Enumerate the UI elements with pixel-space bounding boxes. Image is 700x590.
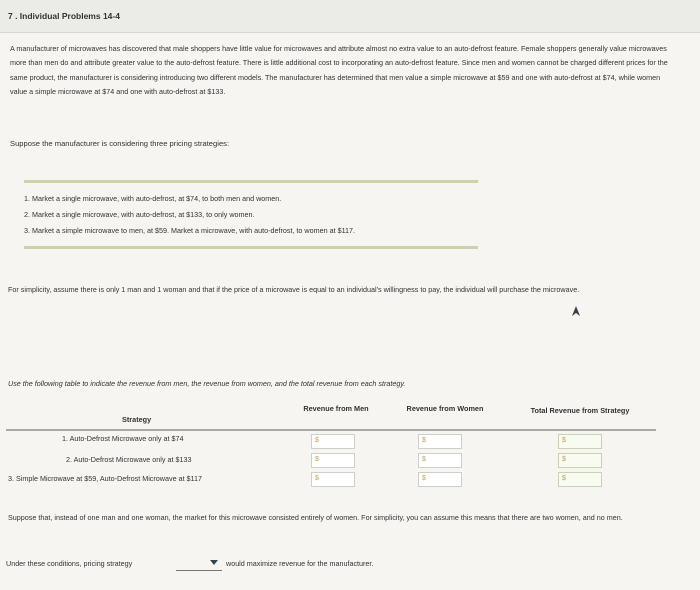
revenue-men-input-1[interactable] [311, 434, 355, 449]
currency-symbol: $ [422, 456, 426, 463]
intro-paragraph: A manufacturer of microwaves has discovered that male shoppers have little value for microwaves and attribute almost no extra value to an auto-defrost feature. Female shoppers generally value microwaves more than men do and attribute greater value to the auto-defrost feature. There is little additional cost to incorporating an auto-defrost feature. Since men and women cannot be charged different prices for the same product, the manufacturer is considering introducing two different models. The manufacturer has determined that men value a simple microwave at $59 and one with auto-defrost at $74, while women value a simple microwave at $74 and one with auto-defrost at $133. [10, 44, 668, 96]
currency-symbol: $ [315, 437, 319, 444]
conclusion-prefix: Under these conditions, pricing strategy [6, 559, 133, 568]
strategy-item-3: 3. Market a simple microwave to men, at $59. Market a microwave, with auto-defrost, to women at $117. [24, 226, 356, 235]
simplicity-paragraph: For simplicity, assume there is only 1 man and 1 woman and that if the price of a microwave is equal to an individual's willingness to pay, the individual will purchase the microwave. [8, 285, 580, 294]
strategy-select[interactable] [176, 557, 222, 571]
market-change-paragraph: Suppose that, instead of one man and one woman, the market for this microwave consisted entirely of women. For simplicity, you can assume this means that there are two women, and no men. [8, 513, 623, 522]
revenue-women-input-3[interactable] [418, 472, 462, 487]
total-revenue-input-1[interactable] [558, 434, 602, 449]
column-header-women: Revenue from Women [406, 404, 484, 413]
revenue-women-input-1[interactable] [418, 434, 462, 449]
currency-symbol: $ [422, 475, 426, 482]
table-divider [6, 429, 656, 431]
row-label-strategy-2: 2. Auto-Defrost Microwave only at $133 [66, 455, 192, 464]
strategy-list [18, 180, 481, 250]
row-label-strategy-1: 1. Auto-Defrost Microwave only at $74 [62, 434, 184, 443]
problem-header [0, 0, 700, 33]
currency-symbol: $ [315, 456, 319, 463]
column-header-strategy: Strategy [122, 415, 152, 424]
strategy-item-1: 1. Market a single microwave, with auto-defrost, at $74, to both men and women. [24, 194, 282, 203]
currency-symbol: $ [562, 475, 566, 482]
column-header-total: Total Revenue from Strategy [530, 406, 630, 415]
total-revenue-input-2[interactable] [558, 453, 602, 468]
total-revenue-input-3[interactable] [558, 472, 602, 487]
row-label-strategy-3: 3. Simple Microwave at $59, Auto-Defrost Microwave at $117 [8, 474, 203, 483]
currency-symbol: $ [562, 437, 566, 444]
revenue-men-input-2[interactable] [311, 453, 355, 468]
currency-symbol: $ [562, 456, 566, 463]
divider [24, 180, 478, 183]
suppose-text: Suppose the manufacturer is considering three pricing strategies: [10, 139, 230, 148]
currency-symbol: $ [422, 437, 426, 444]
column-header-men: Revenue from Men [303, 404, 369, 413]
chevron-down-icon [210, 560, 218, 565]
conclusion-suffix: would maximize revenue for the manufacturer. [226, 559, 374, 568]
strategy-item-2: 2. Market a single microwave, with auto-defrost, at $133, to only women. [24, 210, 255, 219]
revenue-men-input-3[interactable] [311, 472, 355, 487]
problem-title: 7 . Individual Problems 14-4 [8, 11, 120, 21]
table-instructions: Use the following table to indicate the revenue from men, the revenue from women, and the total revenue from each strategy. [8, 379, 406, 388]
currency-symbol: $ [315, 475, 319, 482]
divider [24, 246, 478, 249]
mouse-cursor-icon [570, 305, 582, 317]
revenue-women-input-2[interactable] [418, 453, 462, 468]
